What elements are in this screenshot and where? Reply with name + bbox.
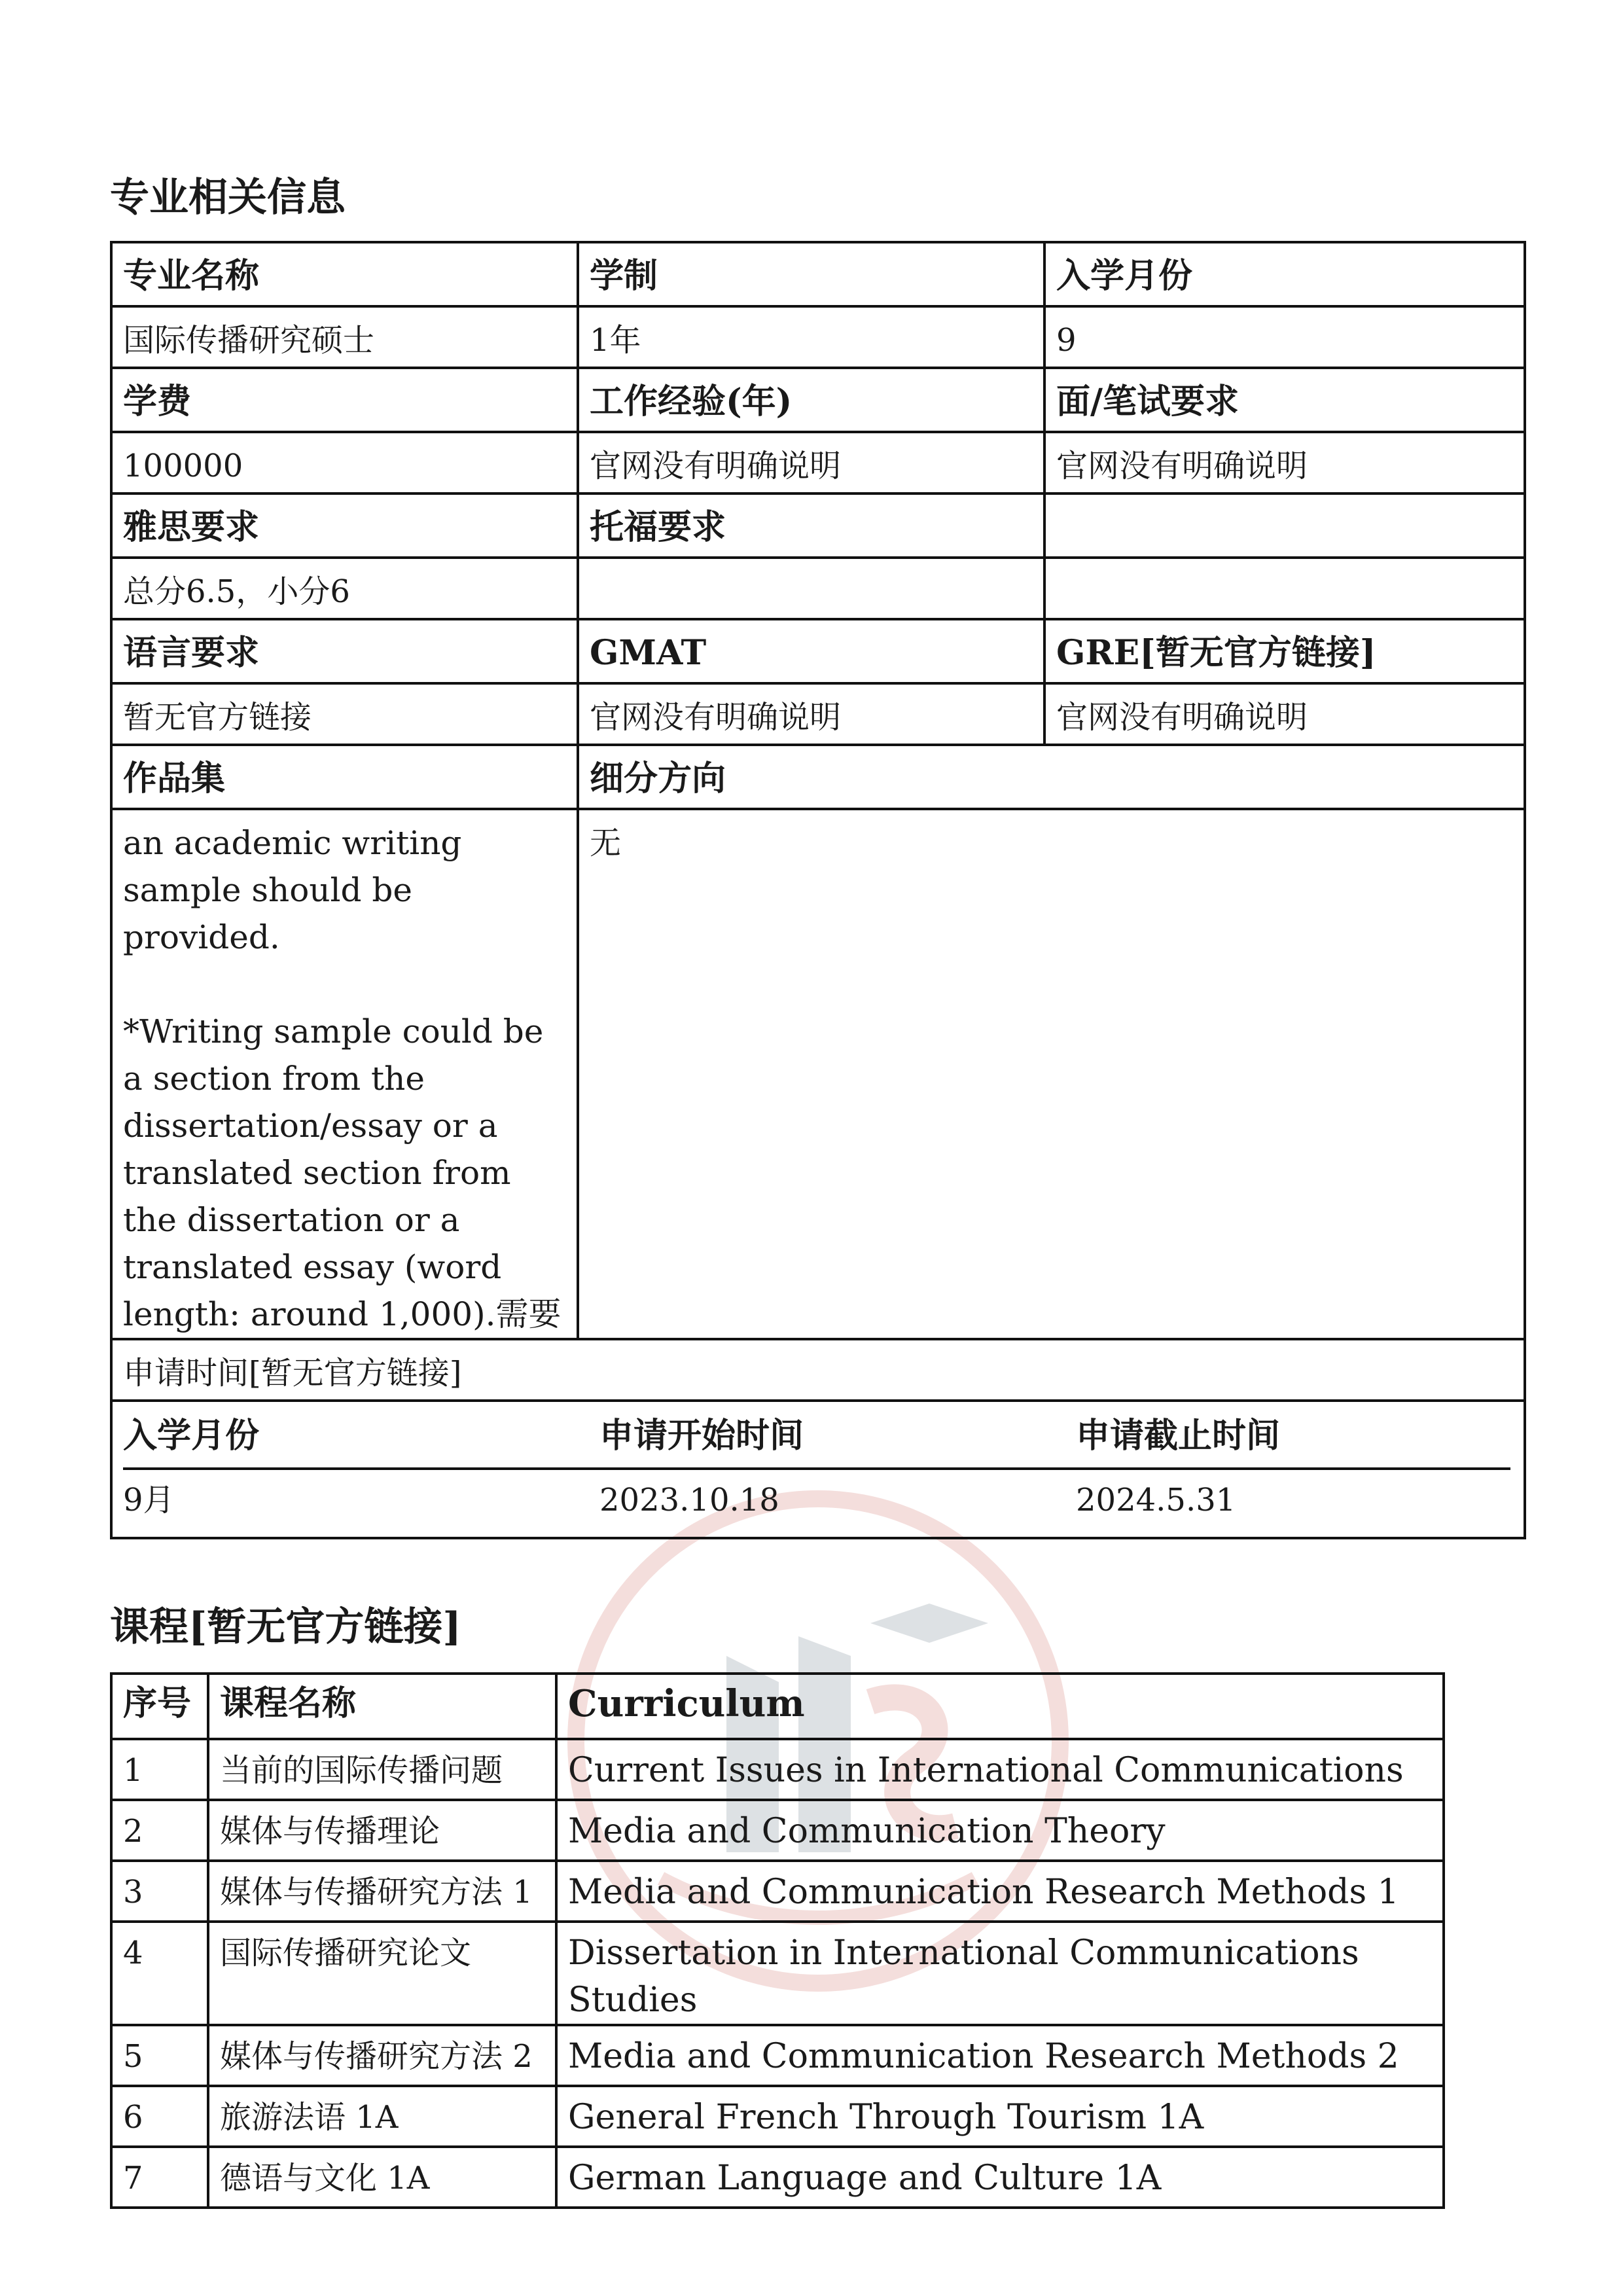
table-row [111, 2086, 1444, 2147]
course-name: 德语与文化 1A [208, 2147, 556, 2208]
intake-label: 入学月份 [1044, 242, 1525, 306]
direction-value: 无 [578, 809, 1525, 1339]
application-time-label: 申请时间[暂无官方链接] [111, 1339, 1525, 1401]
app-start-value: 2023.10.18 [599, 1482, 779, 1518]
interview-label: 面/笔试要求 [1044, 368, 1525, 432]
work-experience-label: 工作经验(年) [578, 368, 1044, 432]
table-row [111, 1861, 1444, 1922]
course-name: 国际传播研究论文 [208, 1922, 556, 2025]
toefl-label: 托福要求 [578, 493, 1044, 558]
course-name: 媒体与传播理论 [208, 1800, 556, 1861]
course-no: 5 [111, 2025, 208, 2086]
portfolio-label: 作品集 [111, 745, 578, 809]
table-row [111, 1922, 1444, 2025]
language-label: 语言要求 [111, 619, 578, 683]
course-no: 1 [111, 1739, 208, 1800]
curriculum-table [110, 1672, 1445, 2209]
program-name-label: 专业名称 [111, 242, 578, 306]
portfolio-value [111, 809, 578, 1339]
language-value: 暂无官方链接 [111, 683, 578, 745]
gmat-value: 官网没有明确说明 [578, 683, 1044, 745]
table-row [111, 1739, 1444, 1800]
course-curriculum: General French Through Tourism 1A [556, 2086, 1444, 2147]
direction-label: 细分方向 [578, 745, 1525, 809]
gre-label: GRE[暂无官方链接] [1044, 619, 1525, 683]
toefl-value [578, 558, 1044, 619]
course-curriculum: German Language and Culture 1A [556, 2147, 1444, 2208]
course-curriculum: Media and Communication Theory [556, 1800, 1444, 1861]
portfolio-text: an academic writing sample should be provided. *Writing sample could be a section from the dissertation/essay or a translated section from the dissertation or a translated essay (word length: around 1,000).需要 [123, 824, 562, 1333]
course-curriculum: Media and Communication Research Methods 1 [556, 1861, 1444, 1922]
table-row [111, 2147, 1444, 2208]
program-info-table [110, 241, 1526, 1539]
app-deadline-value: 2024.5.31 [1076, 1482, 1236, 1518]
section-title-curriculum: 课程[暂无官方链接] [110, 1604, 461, 1650]
intake-value: 9 [1044, 306, 1525, 368]
course-name: 媒体与传播研究方法 2 [208, 2025, 556, 2086]
col-header-no: 序号 [111, 1674, 208, 1739]
table-row [111, 1800, 1444, 1861]
gre-value: 官网没有明确说明 [1044, 683, 1525, 745]
course-curriculum: Dissertation in International Communications Studies [556, 1922, 1444, 2025]
course-curriculum: Current Issues in International Communications [556, 1739, 1444, 1800]
duration-label: 学制 [578, 242, 1044, 306]
application-time-table [111, 1401, 1525, 1538]
application-time-header [123, 1414, 1510, 1470]
application-time-row [123, 1470, 1510, 1524]
duration-value: 1年 [578, 306, 1044, 368]
course-name: 媒体与传播研究方法 1 [208, 1861, 556, 1922]
gmat-label: GMAT [578, 619, 1044, 683]
col-header-curriculum: Curriculum [556, 1674, 1444, 1739]
table-row [111, 2025, 1444, 2086]
ielts-label: 雅思要求 [111, 493, 578, 558]
program-name-value: 国际传播研究硕士 [111, 306, 578, 368]
course-curriculum: Media and Communication Research Methods 2 [556, 2025, 1444, 2086]
work-experience-value: 官网没有明确说明 [578, 432, 1044, 493]
course-no: 4 [111, 1922, 208, 2025]
empty-cell [1044, 493, 1525, 558]
course-no: 3 [111, 1861, 208, 1922]
app-intake-value: 9月 [123, 1482, 175, 1518]
tuition-label: 学费 [111, 368, 578, 432]
course-no: 2 [111, 1800, 208, 1861]
ielts-value: 总分6.5，小分6 [111, 558, 578, 619]
course-name: 旅游法语 1A [208, 2086, 556, 2147]
interview-value: 官网没有明确说明 [1044, 432, 1525, 493]
course-no: 7 [111, 2147, 208, 2208]
col-header-name: 课程名称 [208, 1674, 556, 1739]
empty-cell [1044, 558, 1525, 619]
tuition-value: 100000 [111, 432, 578, 493]
app-start-label: 申请开始时间 [599, 1416, 804, 1456]
app-deadline-label: 申请截止时间 [1076, 1416, 1281, 1456]
course-no: 6 [111, 2086, 208, 2147]
course-name: 当前的国际传播问题 [208, 1739, 556, 1800]
app-intake-label: 入学月份 [123, 1416, 260, 1456]
section-title-program-info: 专业相关信息 [110, 175, 346, 221]
